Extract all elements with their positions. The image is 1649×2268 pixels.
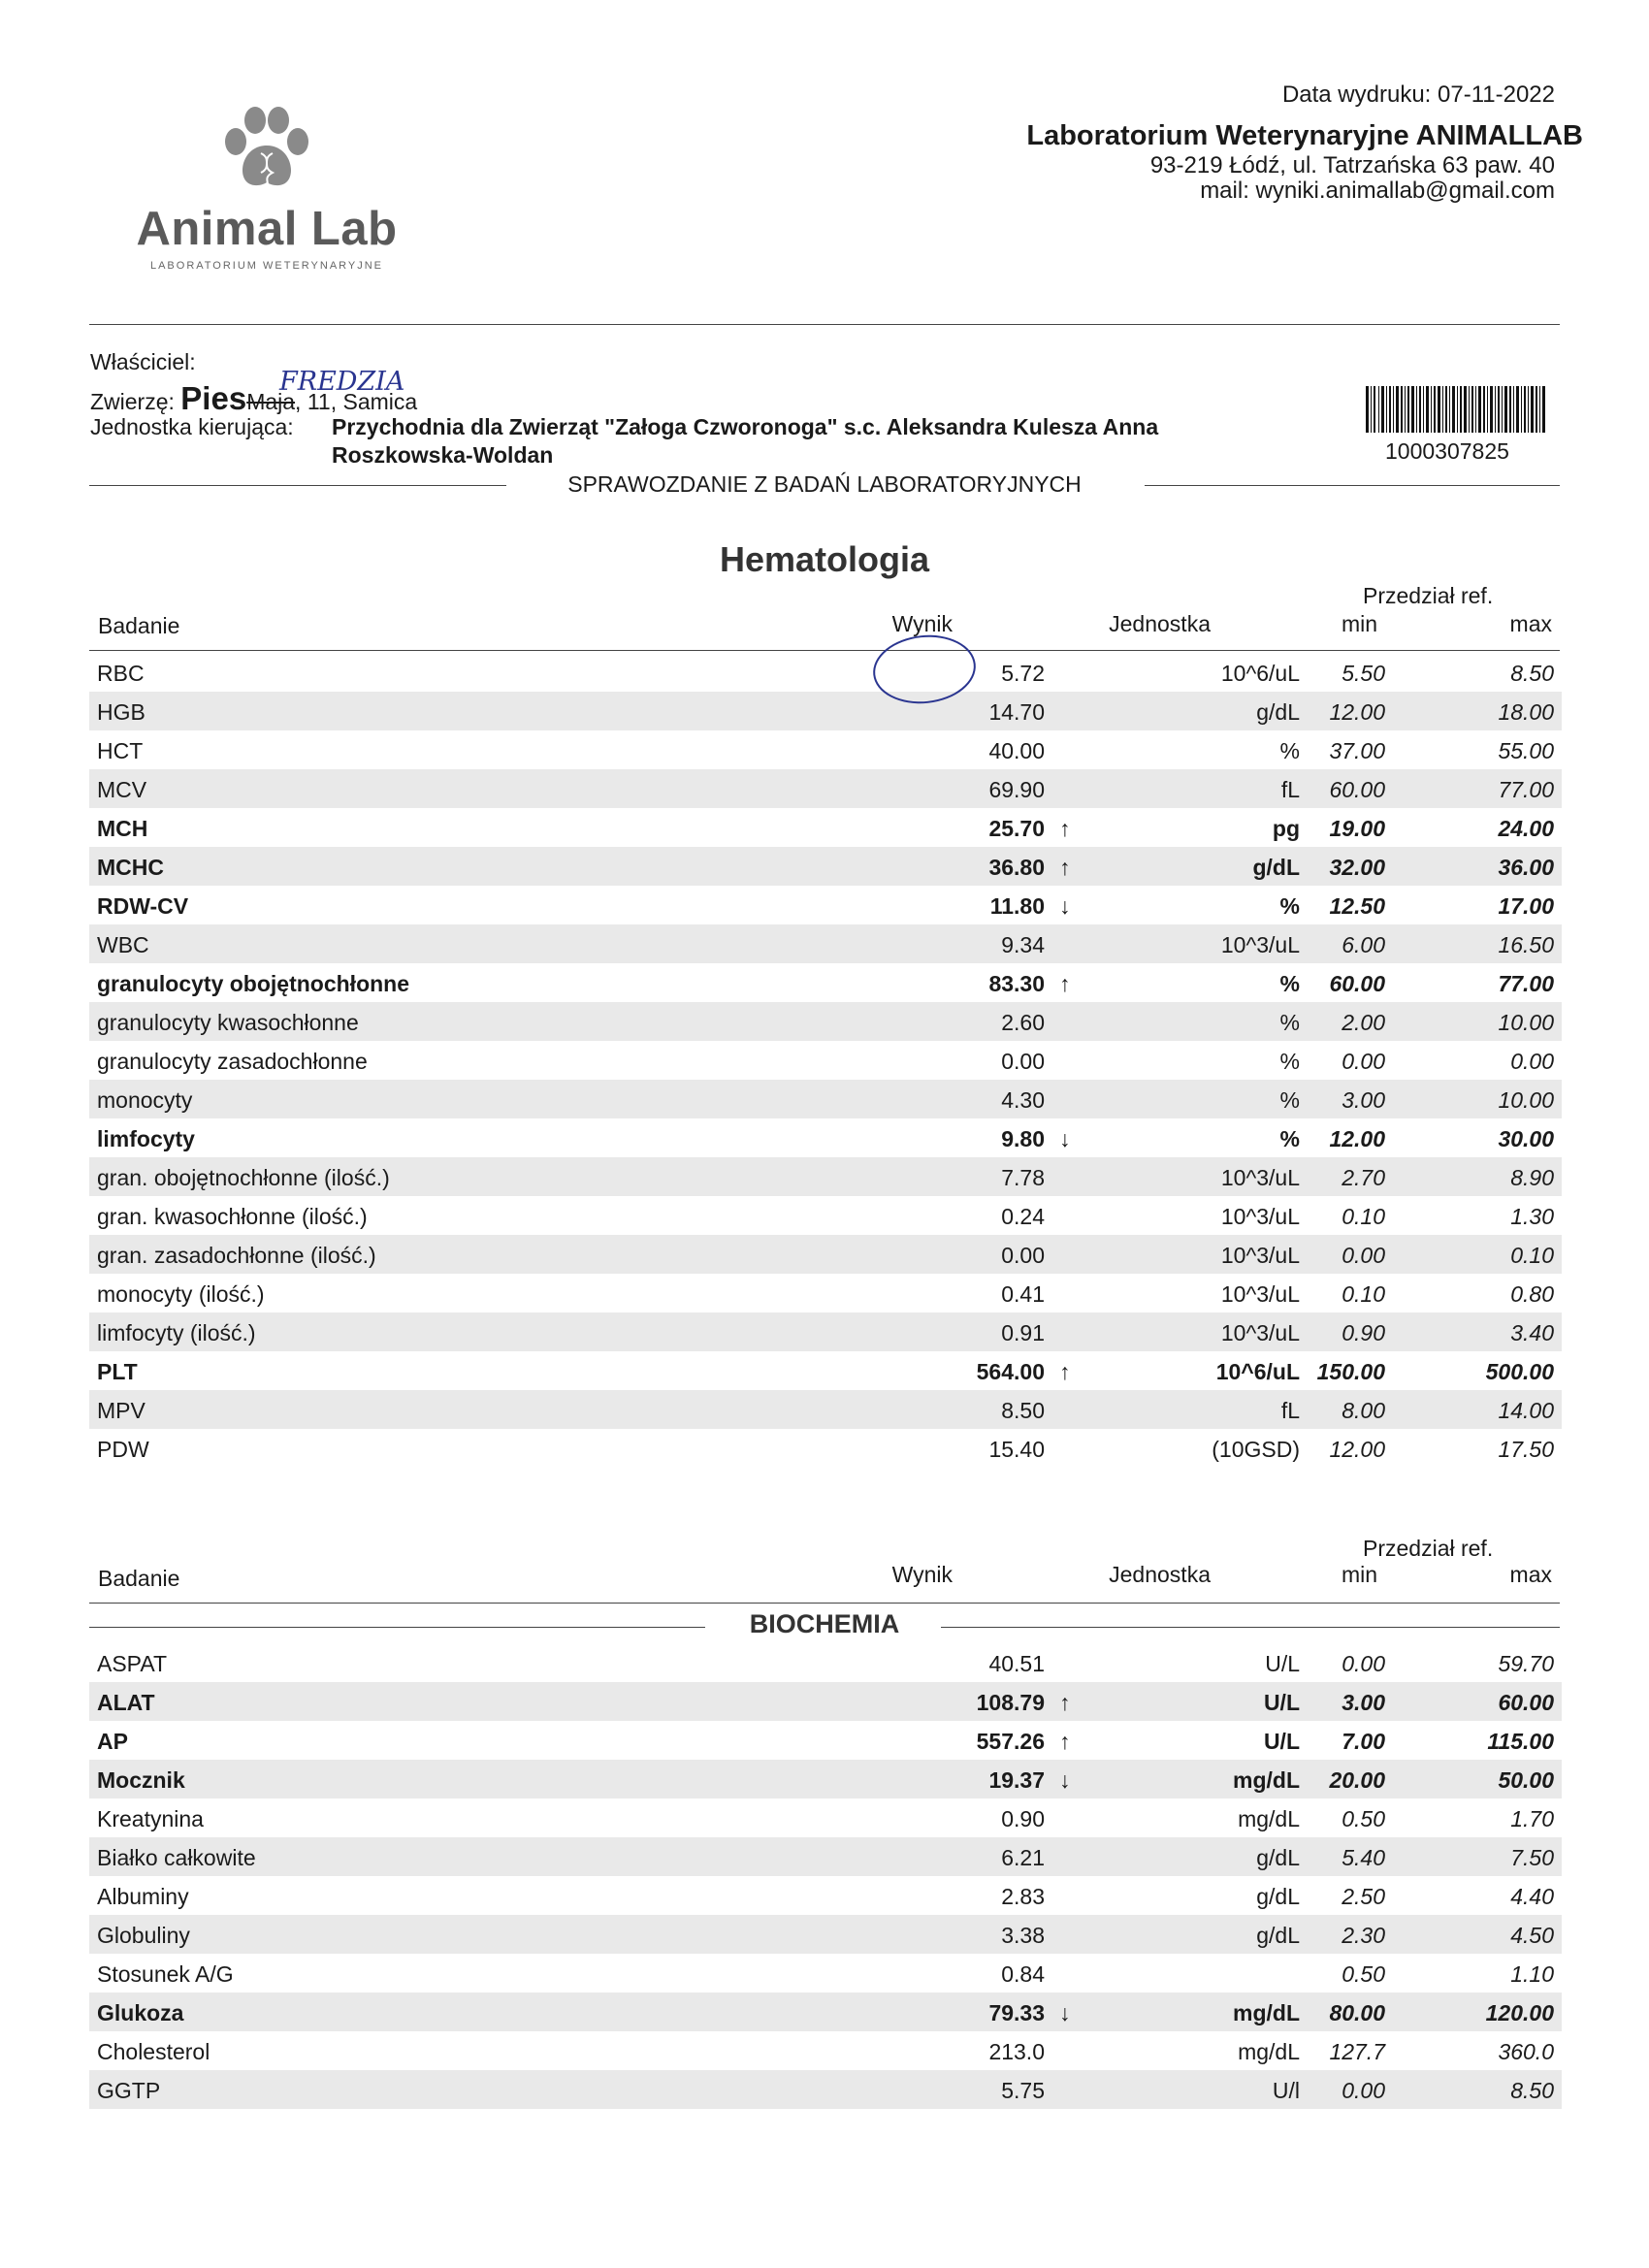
referring-unit-name: Przychodnia dla Zwierząt "Załoga Czworonoga" s.c. Aleksandra Kulesza Anna Roszkowska-Woldan <box>332 414 1159 468</box>
ref-max: 59.70 <box>1498 1651 1554 1676</box>
ref-min: 60.00 <box>1329 971 1385 996</box>
result-value: 19.37 <box>988 1767 1045 1793</box>
result-value: 14.70 <box>988 699 1045 725</box>
ref-max: 14.00 <box>1498 1398 1554 1423</box>
test-name: Mocznik <box>97 1767 185 1793</box>
unit-cell: 10^6/uL <box>1215 1359 1300 1384</box>
ref-max: 360.0 <box>1498 2039 1554 2064</box>
biochemistry-title: BIOCHEMIA <box>749 1609 900 1638</box>
test-name: ALAT <box>97 1690 155 1715</box>
biochem-rule-right <box>941 1627 1560 1628</box>
ref-max: 1.10 <box>1510 1961 1554 1987</box>
ref-min: 0.90 <box>1342 1320 1385 1345</box>
table-row <box>89 1351 1562 1390</box>
ref-max: 120.00 <box>1485 2000 1554 2025</box>
ref-min: 5.40 <box>1342 1845 1385 1870</box>
table-row <box>89 1235 1562 1274</box>
unit-cell: % <box>1279 971 1300 996</box>
ref-min: 150.00 <box>1316 1359 1385 1384</box>
result-value: 9.34 <box>1001 932 1045 957</box>
test-name: MCH <box>97 816 148 841</box>
result-value: 6.21 <box>1001 1845 1045 1870</box>
result-value: 4.30 <box>1001 1087 1045 1113</box>
result-value: 0.84 <box>1001 1961 1045 1987</box>
ref-max: 8.50 <box>1510 2078 1554 2103</box>
ref-min: 127.7 <box>1329 2039 1385 2064</box>
ref-max: 8.50 <box>1510 661 1554 686</box>
ref-max: 17.00 <box>1498 893 1554 919</box>
report-title: SPRAWOZDANIE Z BADAŃ LABORATORYJNYCH <box>567 471 1082 497</box>
ref-max: 77.00 <box>1498 777 1554 802</box>
result-value: 25.70 <box>988 816 1045 841</box>
hematology-header-divider <box>89 650 1560 651</box>
ref-min: 6.00 <box>1342 932 1385 957</box>
test-name: MCHC <box>97 855 164 880</box>
lab-email: mail: wyniki.animallab@gmail.com <box>1200 178 1555 204</box>
table-row <box>89 847 1562 886</box>
ref-max: 16.50 <box>1498 932 1554 957</box>
ref-min: 60.00 <box>1329 777 1385 802</box>
result-value: 11.80 <box>989 893 1045 919</box>
ref-max: 500.00 <box>1485 1359 1554 1384</box>
ref-max: 50.00 <box>1498 1767 1554 1793</box>
unit-cell: (10GSD) <box>1212 1437 1300 1462</box>
result-flag: ↓ <box>1059 1767 1071 1793</box>
ref-max: 60.00 <box>1498 1690 1554 1715</box>
ref-range-header-2: Przedział ref. <box>1363 1536 1494 1561</box>
ref-min: 19.00 <box>1329 816 1385 841</box>
table-row <box>89 1876 1562 1915</box>
table-row <box>89 886 1562 924</box>
unit-cell: % <box>1279 1126 1300 1151</box>
result-flag: ↓ <box>1059 893 1071 919</box>
test-name: granulocyty kwasochłonne <box>97 1010 359 1035</box>
ref-max: 24.00 <box>1498 816 1554 841</box>
ref-max: 18.00 <box>1498 699 1554 725</box>
table-row <box>89 2070 1562 2109</box>
owner-label: Właściciel: <box>90 349 196 374</box>
ref-max: 10.00 <box>1498 1010 1554 1035</box>
table-row <box>89 1157 1562 1196</box>
unit-cell: fL <box>1280 1398 1300 1423</box>
result-value: 36.80 <box>988 855 1045 880</box>
hematology-title: Hematologia <box>719 539 930 579</box>
test-name: Stosunek A/G <box>97 1961 234 1987</box>
lab-name: Laboratorium Weterynaryjne ANIMALLAB <box>1026 120 1583 151</box>
ref-min: 0.00 <box>1342 1049 1385 1074</box>
ref-min: 8.00 <box>1342 1398 1385 1423</box>
result-value: 69.90 <box>988 777 1045 802</box>
result-flag: ↑ <box>1059 855 1071 880</box>
ref-max: 10.00 <box>1498 1087 1554 1113</box>
handwritten-pet-name: FREDZIA <box>279 367 405 397</box>
test-name: monocyty (ilość.) <box>97 1281 265 1307</box>
ref-min: 2.50 <box>1342 1884 1385 1909</box>
table-row <box>89 1041 1562 1080</box>
ref-min: 3.00 <box>1342 1690 1385 1715</box>
test-name: HCT <box>97 738 144 763</box>
test-name: gran. zasadochłonne (ilość.) <box>97 1243 376 1268</box>
ref-min: 12.00 <box>1329 1437 1385 1462</box>
result-value: 0.90 <box>1001 1806 1045 1831</box>
result-value: 108.79 <box>976 1690 1045 1715</box>
test-name: PDW <box>97 1437 149 1462</box>
col-test-header: Badanie <box>98 613 180 638</box>
table-row <box>89 1798 1562 1837</box>
ref-min: 0.50 <box>1342 1961 1385 1987</box>
owner-row <box>90 349 196 375</box>
unit-cell: mg/dL <box>1233 1767 1300 1793</box>
ref-max: 17.50 <box>1498 1437 1554 1462</box>
unit-cell: 10^3/uL <box>1220 1320 1300 1345</box>
table-row <box>89 2031 1562 2070</box>
result-value: 40.00 <box>988 738 1045 763</box>
ref-max: 0.00 <box>1510 1049 1554 1074</box>
unit-cell: fL <box>1280 777 1300 802</box>
result-flag: ↑ <box>1059 816 1071 841</box>
result-flag: ↑ <box>1059 1690 1071 1715</box>
biochem-header-divider <box>89 1603 1560 1604</box>
unit-cell: 10^6/uL <box>1220 661 1300 686</box>
col-max-header: max <box>1509 611 1552 636</box>
test-name: RDW-CV <box>97 893 189 919</box>
result-flag: ↓ <box>1059 1126 1071 1151</box>
result-value: 2.83 <box>1001 1884 1045 1909</box>
ref-max: 4.50 <box>1510 1923 1554 1948</box>
test-name: Globuliny <box>97 1923 190 1948</box>
test-name: limfocyty (ilość.) <box>97 1320 256 1345</box>
result-value: 15.40 <box>988 1437 1045 1462</box>
ref-max: 4.40 <box>1510 1884 1554 1909</box>
ref-min: 0.00 <box>1342 2078 1385 2103</box>
paw-icon <box>218 105 315 197</box>
result-flag: ↑ <box>1059 1729 1071 1754</box>
unit-cell: g/dL <box>1252 855 1300 880</box>
hematology-table <box>89 653 1562 1468</box>
ref-min: 0.10 <box>1342 1204 1385 1229</box>
ref-min: 80.00 <box>1329 2000 1385 2025</box>
logo-wordmark: Animal Lab <box>136 203 398 255</box>
header-divider <box>89 324 1560 325</box>
ref-min: 5.50 <box>1342 661 1385 686</box>
col-min-header-2: min <box>1341 1562 1377 1587</box>
table-row <box>89 1721 1562 1760</box>
result-value: 8.50 <box>1001 1398 1045 1423</box>
table-row <box>89 1954 1562 1993</box>
test-name: PLT <box>97 1359 138 1384</box>
test-name: Glukoza <box>97 2000 184 2025</box>
result-flag: ↓ <box>1059 2000 1071 2025</box>
logo-subtitle: LABORATORIUM WETERYNARYJNE <box>149 260 384 272</box>
ref-max: 55.00 <box>1498 738 1554 763</box>
unit-cell: g/dL <box>1256 699 1300 725</box>
ref-max: 30.00 <box>1498 1126 1554 1151</box>
result-value: 7.78 <box>1001 1165 1045 1190</box>
unit-cell: pg <box>1272 816 1300 841</box>
ref-max: 1.70 <box>1510 1806 1554 1831</box>
result-value: 557.26 <box>976 1729 1045 1754</box>
test-name: Albuminy <box>97 1884 189 1909</box>
col-result-header-2: Wynik <box>891 1562 953 1587</box>
col-unit-header-2: Jednostka <box>1109 1562 1211 1587</box>
col-min-header: min <box>1341 611 1377 636</box>
unit-cell: g/dL <box>1256 1884 1300 1909</box>
ref-min: 12.00 <box>1329 699 1385 725</box>
ref-max: 8.90 <box>1510 1165 1554 1190</box>
ref-max: 0.80 <box>1510 1281 1554 1307</box>
ref-min: 7.00 <box>1342 1729 1385 1754</box>
table-row <box>89 1915 1562 1954</box>
table-row <box>89 1682 1562 1721</box>
test-name: gran. kwasochłonne (ilość.) <box>97 1204 368 1229</box>
result-value: 0.24 <box>1001 1204 1045 1229</box>
table-row <box>89 730 1562 769</box>
ref-max: 115.00 <box>1487 1729 1554 1754</box>
result-flag: ↑ <box>1059 1359 1071 1384</box>
test-name: ASPAT <box>97 1651 167 1676</box>
result-value: 5.72 <box>1001 661 1045 686</box>
barcode-icon <box>1366 386 1548 433</box>
test-name: monocyty <box>97 1087 193 1113</box>
ref-max: 1.30 <box>1510 1204 1554 1229</box>
pet-name-crossed: Maja <box>246 389 296 414</box>
unit-cell: 10^3/uL <box>1220 1243 1300 1268</box>
result-value: 0.41 <box>1001 1281 1045 1307</box>
test-name: MPV <box>97 1398 146 1423</box>
ref-min: 32.00 <box>1329 855 1385 880</box>
test-name: gran. obojętnochłonne (ilość.) <box>97 1165 390 1190</box>
table-row <box>89 769 1562 808</box>
test-name: AP <box>97 1729 128 1754</box>
ref-min: 37.00 <box>1329 738 1385 763</box>
test-name: HGB <box>97 699 146 725</box>
unit-cell: % <box>1279 1010 1300 1035</box>
table-row <box>89 1993 1562 2031</box>
test-name: Białko całkowite <box>97 1845 256 1870</box>
table-row <box>89 1837 1562 1876</box>
unit-cell: g/dL <box>1256 1923 1300 1948</box>
table-row <box>89 808 1562 847</box>
unit-cell: mg/dL <box>1238 2039 1300 2064</box>
test-name: GGTP <box>97 2078 161 2103</box>
unit-cell: % <box>1279 893 1300 919</box>
result-value: 40.51 <box>988 1651 1045 1676</box>
unit-cell: mg/dL <box>1233 2000 1300 2025</box>
ref-max: 3.40 <box>1510 1320 1554 1345</box>
unit-cell: % <box>1279 1087 1300 1113</box>
result-value: 79.33 <box>988 2000 1045 2025</box>
test-name: RBC <box>97 661 145 686</box>
unit-cell: U/L <box>1265 1651 1300 1676</box>
table-row <box>89 692 1562 730</box>
ref-max: 36.00 <box>1498 855 1554 880</box>
print-date: Data wydruku: 07-11-2022 <box>1281 81 1555 108</box>
result-value: 5.75 <box>1001 2078 1045 2103</box>
unit-cell: 10^3/uL <box>1220 1165 1300 1190</box>
result-value: 213.0 <box>988 2039 1045 2064</box>
barcode-number: 1000307825 <box>1385 438 1509 464</box>
col-unit-header: Jednostka <box>1109 611 1211 636</box>
ref-max: 7.50 <box>1510 1845 1554 1870</box>
species: Pies <box>180 380 247 416</box>
unit-cell: g/dL <box>1256 1845 1300 1870</box>
unit-cell: % <box>1279 738 1300 763</box>
unit-cell: % <box>1279 1049 1300 1074</box>
table-row <box>89 1002 1562 1041</box>
unit-cell: mg/dL <box>1238 1806 1300 1831</box>
result-value: 3.38 <box>1001 1923 1045 1948</box>
table-row <box>89 1312 1562 1351</box>
result-flag: ↑ <box>1059 971 1071 996</box>
ref-min: 20.00 <box>1329 1767 1385 1793</box>
test-name: MCV <box>97 777 147 802</box>
ref-max: 0.10 <box>1510 1243 1554 1268</box>
table-row <box>89 1390 1562 1429</box>
report-title-rule-right <box>1145 485 1560 486</box>
result-value: 9.80 <box>1001 1126 1045 1151</box>
result-value: 0.00 <box>1001 1243 1045 1268</box>
test-name: Cholesterol <box>97 2039 210 2064</box>
test-name: limfocyty <box>97 1126 195 1151</box>
unit-cell: 10^3/uL <box>1220 1281 1300 1307</box>
col-test-header-2: Badanie <box>98 1566 180 1591</box>
col-result-header: Wynik <box>891 611 953 636</box>
result-value: 0.91 <box>1001 1320 1045 1345</box>
table-row <box>89 1760 1562 1798</box>
unit-label: Jednostka kierująca: <box>90 414 294 439</box>
ref-min: 12.00 <box>1329 1126 1385 1151</box>
table-row <box>89 653 1562 692</box>
test-name: WBC <box>97 932 149 957</box>
result-value: 2.60 <box>1001 1010 1045 1035</box>
ref-min: 0.00 <box>1342 1243 1385 1268</box>
ref-max: 77.00 <box>1498 971 1554 996</box>
result-value: 0.00 <box>1001 1049 1045 1074</box>
ref-min: 2.00 <box>1342 1010 1385 1035</box>
unit-cell: U/L <box>1263 1690 1300 1715</box>
ref-min: 2.30 <box>1342 1923 1385 1948</box>
result-value: 83.30 <box>988 971 1045 996</box>
ref-min: 12.50 <box>1329 893 1385 919</box>
lab-address: 93-219 Łódź, ul. Tatrzańska 63 paw. 40 <box>1149 152 1555 178</box>
ref-range-header: Przedział ref. <box>1363 583 1494 608</box>
table-row <box>89 1643 1562 1682</box>
ref-min: 0.00 <box>1342 1651 1385 1676</box>
table-row <box>89 963 1562 1002</box>
unit-cell: 10^3/uL <box>1220 932 1300 957</box>
ref-min: 3.00 <box>1342 1087 1385 1113</box>
ref-min: 0.10 <box>1342 1281 1385 1307</box>
animal-lab-logo <box>121 105 412 279</box>
age-sex: , 11, Samica <box>295 389 418 414</box>
table-row <box>89 924 1562 963</box>
table-row <box>89 1274 1562 1312</box>
col-max-header-2: max <box>1509 1562 1552 1587</box>
biochemistry-table <box>89 1643 1562 2109</box>
ref-min: 0.50 <box>1342 1806 1385 1831</box>
unit-cell: U/L <box>1263 1729 1300 1754</box>
test-name: Kreatynina <box>97 1806 204 1831</box>
animal-label: Zwierzę: <box>90 389 175 414</box>
unit-cell: 10^3/uL <box>1220 1204 1300 1229</box>
table-row <box>89 1429 1562 1468</box>
ref-min: 2.70 <box>1342 1165 1385 1190</box>
table-row <box>89 1196 1562 1235</box>
result-value: 564.00 <box>976 1359 1045 1384</box>
test-name: granulocyty zasadochłonne <box>97 1049 368 1074</box>
unit-cell: U/l <box>1272 2078 1300 2103</box>
table-row <box>89 1118 1562 1157</box>
table-row <box>89 1080 1562 1118</box>
test-name: granulocyty obojętnochłonne <box>97 971 410 996</box>
